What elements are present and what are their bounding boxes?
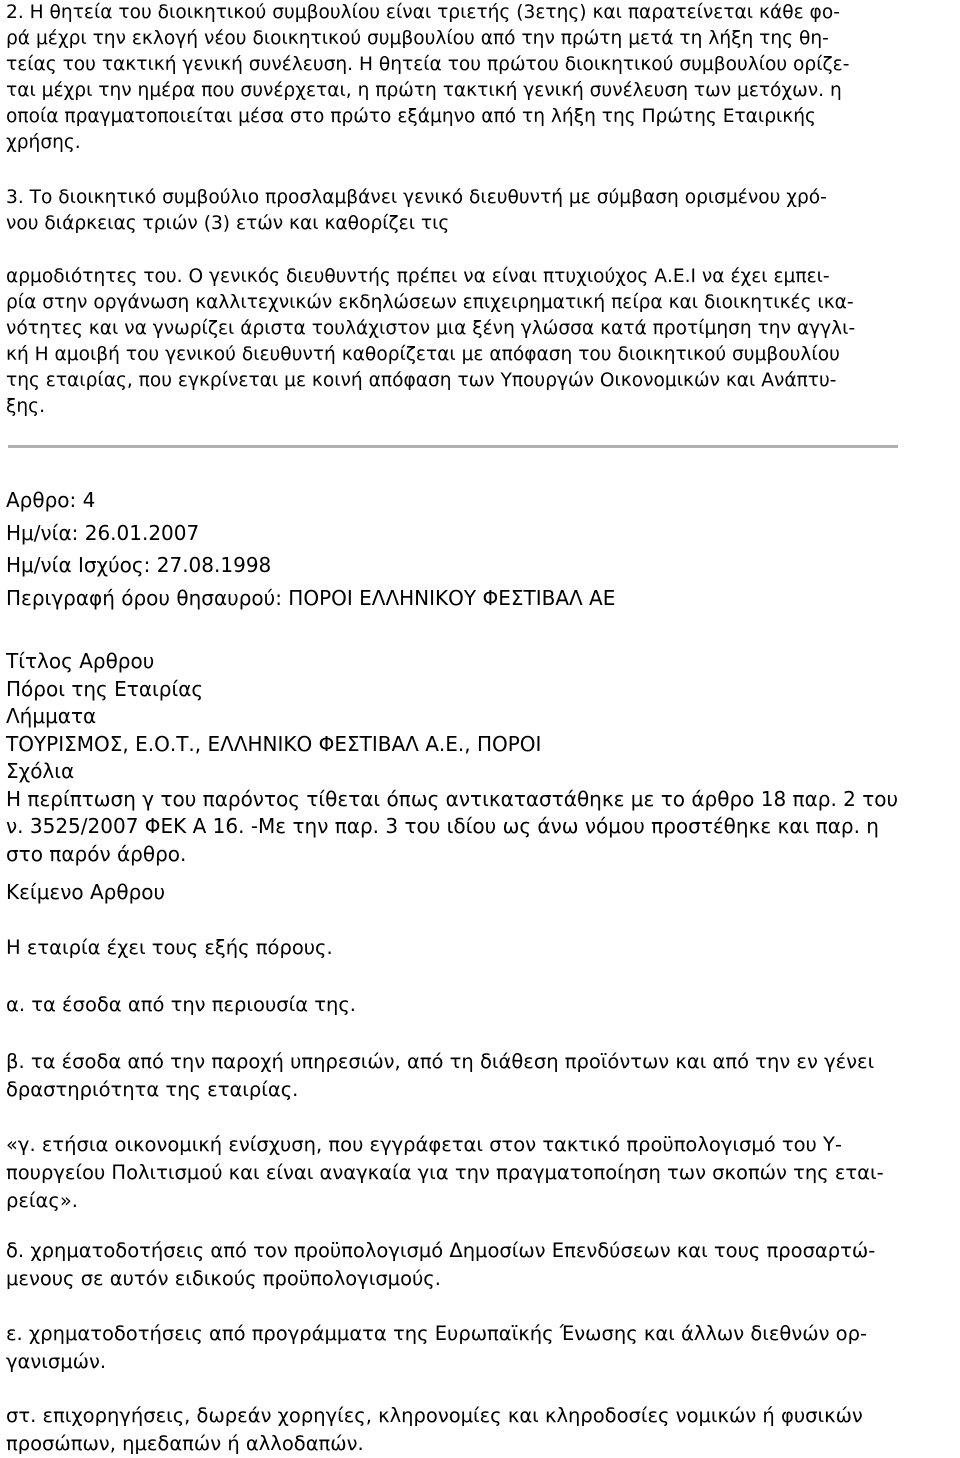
text-line: νου διάρκειας τριών (3) ετών και καθορίζει τις	[6, 213, 450, 234]
section-divider	[8, 445, 898, 448]
text-line: τείας του τακτική γενική συνέλευση. Η θητεία του πρώτου διοικητικού συμβουλίου ορίζε-	[6, 54, 850, 75]
title-value: Πόροι της Εταιρίας	[6, 676, 204, 701]
text-line: οποία πραγματοποιείται μέσα στο πρώτο εξάμηνο από τη λήξη της Πρώτης Εταιρικής	[6, 106, 816, 127]
text-line: δ. χρηματοδοτήσεις από τον προϋπολογισμό Δημοσίων Επενδύσεων και τους προσαρτώ-	[6, 1239, 876, 1262]
text-line: α. τα έσοδα από την περιουσία της.	[6, 993, 356, 1016]
article-text-label: Κείμενο Αρθρου	[6, 880, 166, 904]
text-line: της εταιρίας, που εγκρίνεται με κοινή απόφαση των Υπουργών Οικονομικών και Ανάπτυ-	[6, 370, 837, 391]
keywords-value: ΤΟΥΡΙΣΜΟΣ, Ε.Ο.Τ., ΕΛΛΗΝΙΚΟ ΦΕΣΤΙΒΑΛ Α.Ε., ΠΟΡΟΙ	[6, 731, 542, 756]
text-line: 2. Η θητεία του διοικητικού συμβουλίου είναι τριετής (3ετης) και παρατείνεται κάθε φο-	[6, 2, 840, 23]
paragraph-board-term	[6, 0, 849, 156]
text-line: «γ. ετήσια οικονομική ενίσχυση, που εγγράφεται στον τακτικό προϋπολογισμό του Υ-	[6, 1133, 842, 1156]
text-line: πουργείου Πολιτισμού και είναι αναγκαία για την πραγματοποίηση των σκοπών της εται-	[6, 1161, 884, 1184]
text-item-c	[6, 1131, 884, 1215]
article-effective-date: Ημ/νία Ισχύος: 27.08.1998	[6, 553, 272, 577]
article-date: Ημ/νία: 26.01.2007	[6, 520, 200, 545]
comments-label: Σχόλια	[6, 759, 75, 783]
text-line: β. τα έσοδα από την παροχή υπηρεσιών, από τη διάθεση προϊόντων και από την εν γένει	[6, 1050, 875, 1073]
paragraph-general-director	[6, 185, 827, 237]
title-label: Τίτλος Αρθρου	[6, 649, 155, 673]
text-line: στ. επιχορηγήσεις, δωρεάν χορηγίες, κληρονομίες και κληροδοσίες νομικών ή φυσικών	[6, 1404, 863, 1427]
text-item-e	[6, 1320, 867, 1376]
text-line: ξης.	[6, 396, 45, 417]
comments-line: Η περίπτωση γ του παρόντος τίθεται όπως αντικαταστάθηκε με το άρθρο 18 παρ. 2 του	[6, 786, 899, 811]
comments-line: στο παρόν άρθρο.	[6, 841, 187, 866]
text-line: ρείας».	[6, 1189, 78, 1212]
keywords-label: Λήμματα	[6, 704, 97, 728]
text-line: ε. χρηματοδοτήσεις από προγράμματα της Ευρωπαϊκής Ένωσης και άλλων διεθνών ορ-	[6, 1322, 867, 1345]
text-intro	[6, 934, 333, 962]
text-line: Η εταιρία έχει τους εξής πόρους.	[6, 936, 333, 959]
comments-line: ν. 3525/2007 ΦΕΚ Α 16. -Με την παρ. 3 του ιδίου ως άνω νόμου προστέθηκε και παρ. η	[6, 814, 879, 838]
paragraph-director-duties	[6, 264, 855, 420]
article-meta	[6, 484, 615, 614]
text-line: 3. Το διοικητικό συμβούλιο προσλαμβάνει γενικό διευθυντή με σύμβαση ορισμένου χρό-	[6, 187, 827, 208]
text-line: αρμοδιότητες του. Ο γενικός διευθυντής πρέπει να είναι πτυχιούχος Α.Ε.Ι να έχει εμπει-	[6, 266, 830, 287]
text-line: ται μέχρι την ημέρα που συνέρχεται, η πρώτη τακτική γενική συνέλευση των μετόχων. η	[6, 80, 842, 101]
text-item-b	[6, 1048, 874, 1104]
text-line: γανισμών.	[6, 1350, 107, 1373]
text-line: χρήσης.	[6, 132, 81, 153]
text-line: μενους σε αυτόν ειδικούς προϋπολογισμούς.	[6, 1267, 441, 1290]
text-line: ρά μέχρι την εκλογή νέου διοικητικού συμβουλίου από την πρώτη μετά τη λήξη της θη-	[6, 28, 829, 49]
text-line: νότητες και να γνωρίζει άριστα τουλάχιστον μια ξένη γλώσσα κατά προτίμηση την αγγλι-	[6, 318, 856, 339]
article-thesaurus: Περιγραφή όρου θησαυρού: ΠΟΡΟΙ ΕΛΛΗΝΙΚΟΥ ΦΕΣΤΙΒΑΛ ΑΕ	[6, 585, 616, 610]
article-number: Αρθρο: 4	[6, 488, 96, 512]
text-line: δραστηριότητα της εταιρίας.	[6, 1078, 299, 1101]
text-line: ρία στην οργάνωση καλλιτεχνικών εκδηλώσεων επιχειρηματική πείρα και διοικητικές ικα-	[6, 292, 854, 313]
text-item-d	[6, 1237, 875, 1293]
article-fields	[6, 648, 898, 868]
text-item-st	[6, 1402, 863, 1458]
text-line: προσώπων, ημεδαπών ή αλλοδαπών.	[6, 1432, 364, 1455]
text-line: κή Η αμοιβή του γενικού διευθυντή καθορίζεται με απόφαση του διοικητικού συμβουλίου	[6, 344, 840, 365]
text-item-a	[6, 991, 356, 1019]
